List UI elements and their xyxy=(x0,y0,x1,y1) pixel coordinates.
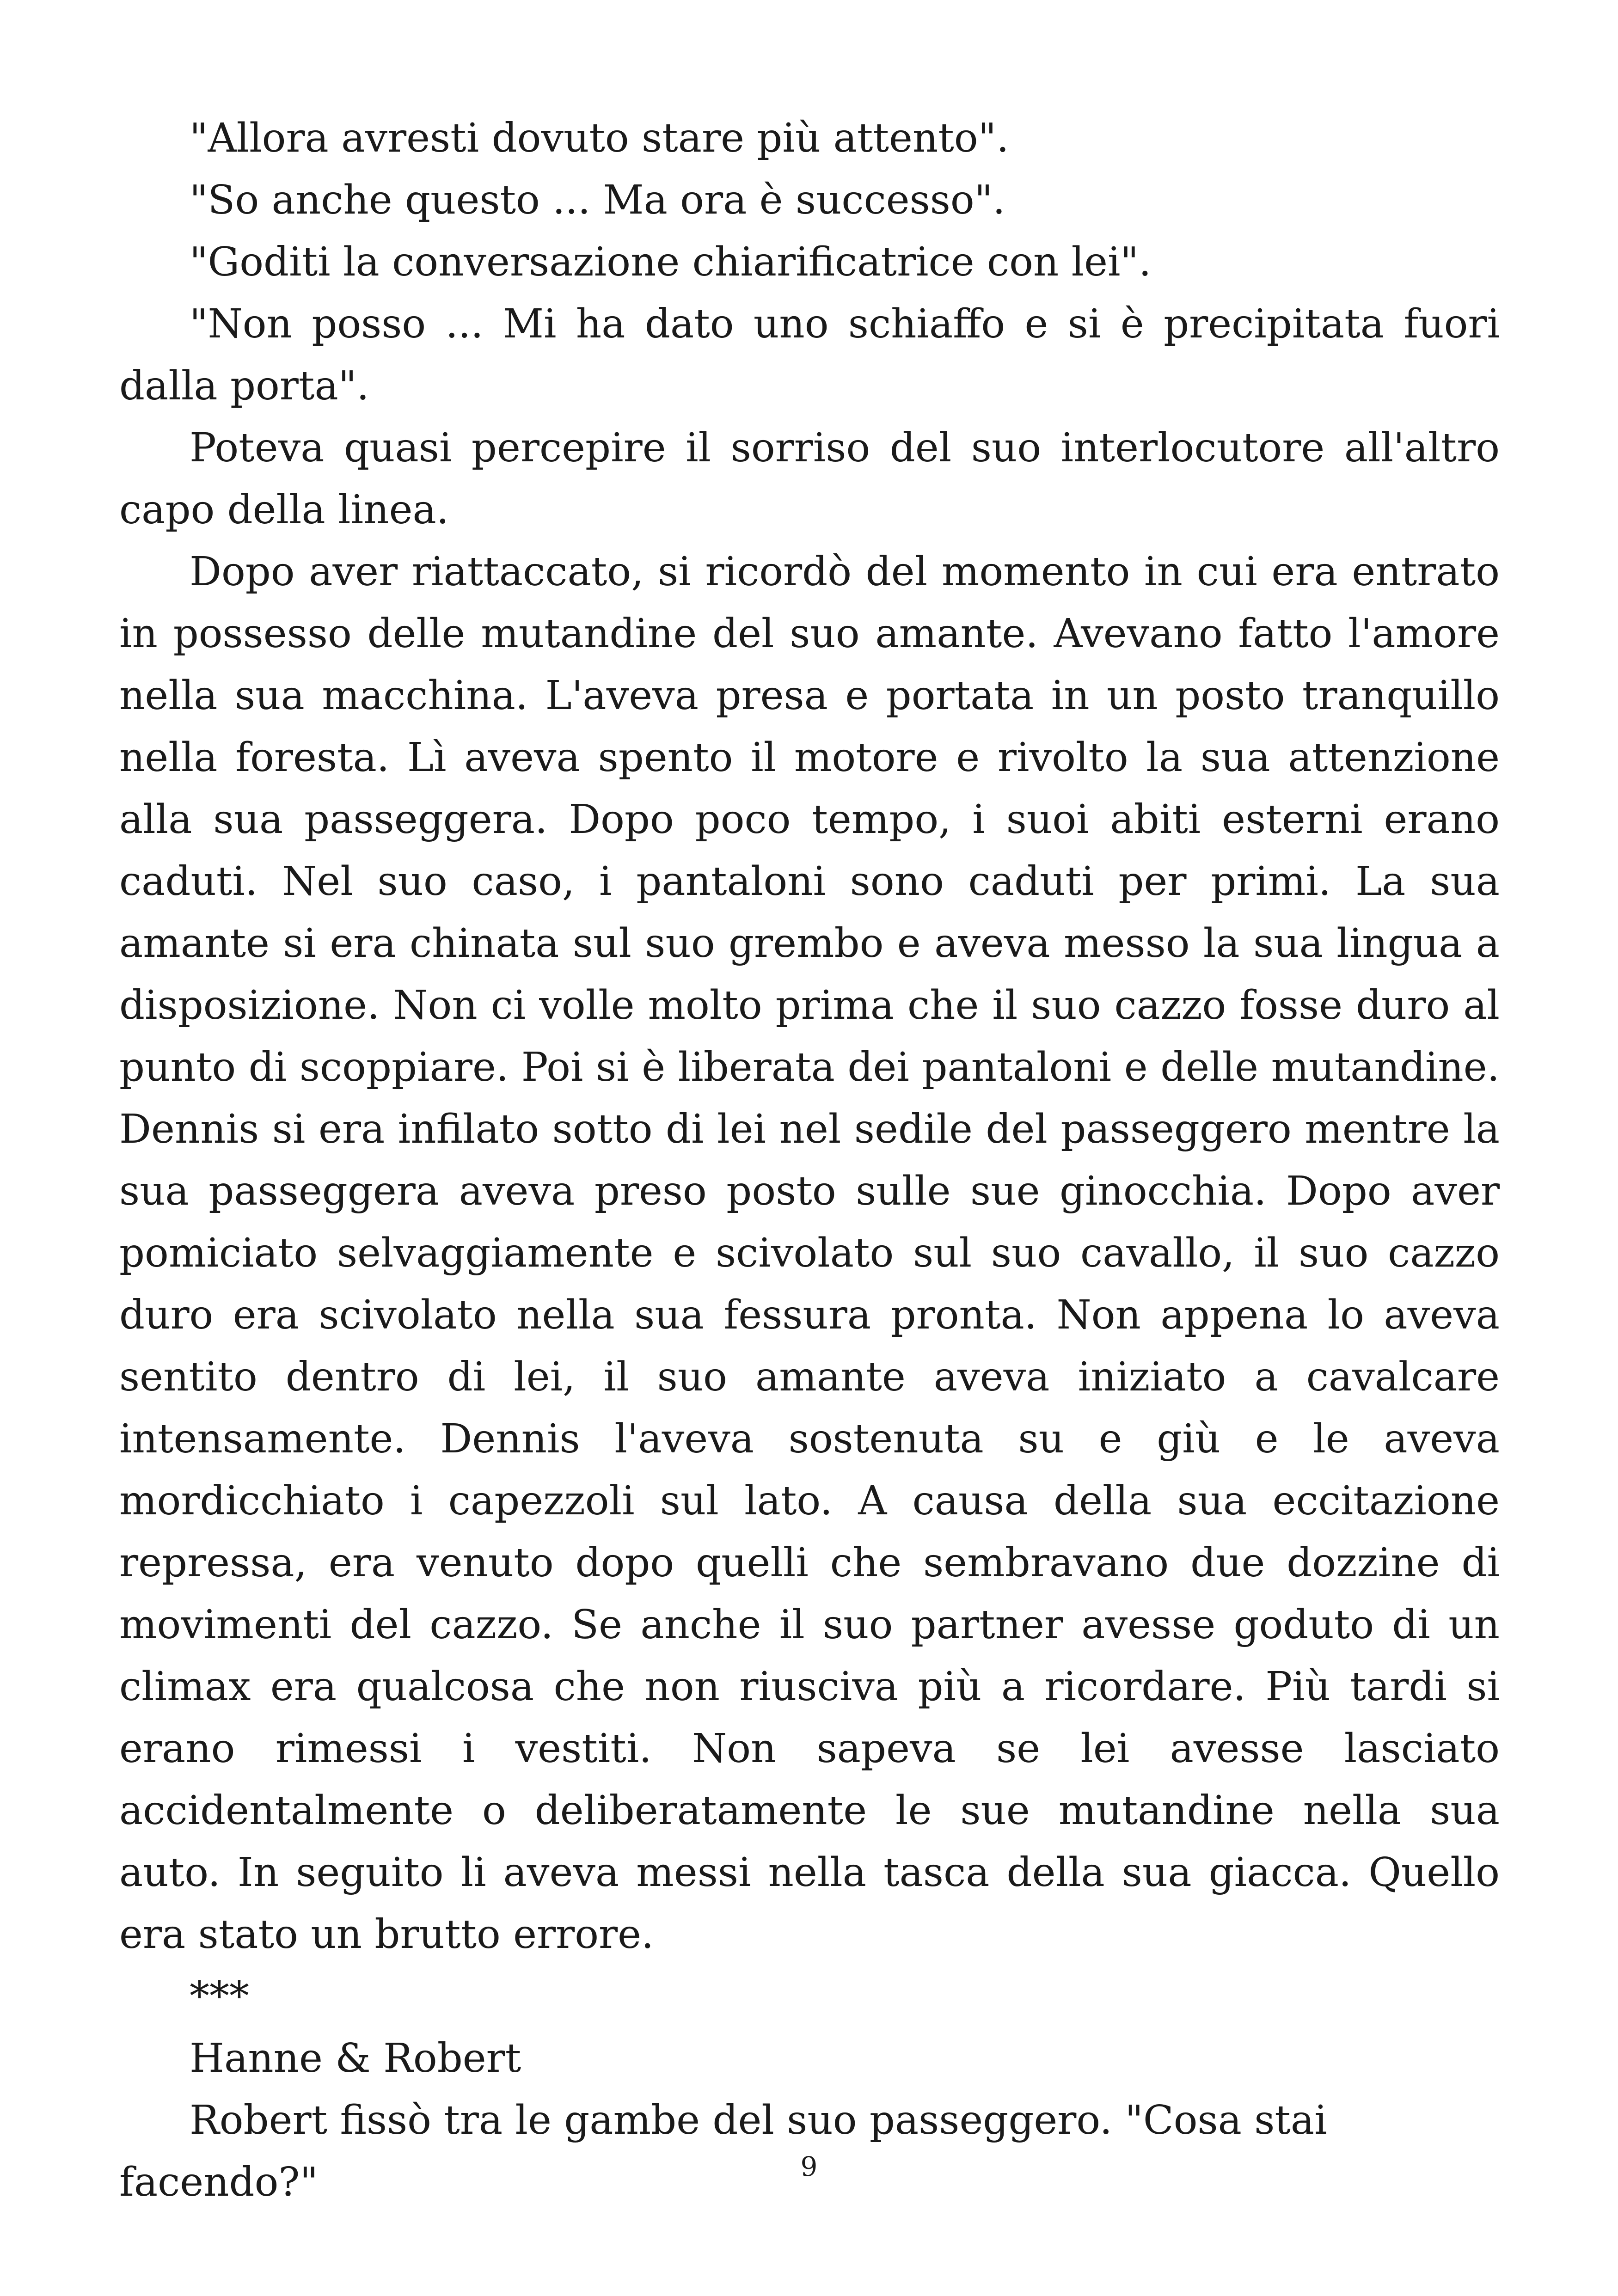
page-number: 9 xyxy=(800,2151,818,2182)
paragraph-narration-2: Dopo aver riattaccato, si ricordò del momento in cui era entrato in possesso delle mutandine del suo amante. Avevano fatto l'amore nella sua macchina. L'aveva presa e portata in un posto tranquillo nella foresta. Lì aveva spento il motore e rivolto la sua attenzione alla sua passeggera. Dopo poco tempo, i suoi abiti esterni erano caduti. Nel suo caso, i pantaloni sono caduti per primi. La sua amante si era chinata sul suo grembo e aveva messo la sua lingua a disposizione. Non ci volle molto prima che il suo cazzo fosse duro al punto di scoppiare. Poi si è liberata dei pantaloni e delle mutandine. Dennis si era infilato sotto di lei nel sedile del passeggero mentre la sua passeggera aveva preso posto sulle sue ginocchia. Dopo aver pomiciato selvaggiamente e scivolato sul suo cavallo, il suo cazzo duro era scivolato nella sua fessura pronta. Non appena lo aveva sentito dentro di lei, il suo amante aveva iniziato a cavalcare intensamente. Dennis l'aveva sostenuta su e giù e le aveva mordicchiato i capezzoli sul lato. A causa della sua eccitazione repressa, era venuto dopo quelli che sembravano due dozzine di movimenti del cazzo. Se anche il suo partner avesse goduto di un climax era qualcosa che non riusciva più a ricordare. Più tardi si erano rimessi i vestiti. Non sapeva se lei avesse lasciato accidentalmente o deliberatamente le sue mutandine nella sua auto. In seguito li aveva messi nella tasca della sua giacca. Quello era stato un brutto errore. xyxy=(119,549,1500,1958)
paragraph-dialogue-2: "So anche questo ... Ma ora è successo". xyxy=(190,177,1005,223)
paragraph-narration-3: Robert fissò tra le gambe del suo passeggero. "Cosa stai facendo?" xyxy=(119,2097,1327,2205)
paragraph-dialogue-3: "Goditi la conversazione chiarificatrice con lei". xyxy=(190,239,1152,285)
page-body-text xyxy=(119,107,1500,2213)
paragraph-dialogue-4: "Non posso ... Mi ha dato uno schiaffo e si è precipitata fuori dalla porta". xyxy=(119,301,1500,409)
paragraph-narration-1: Poteva quasi percepire il sorriso del suo interlocutore all'altro capo della linea. xyxy=(119,425,1500,533)
scene-break: *** xyxy=(190,1973,249,2020)
paragraph-dialogue-1: "Allora avresti dovuto stare più attento". xyxy=(190,115,1009,161)
section-heading: Hanne & Robert xyxy=(190,2035,521,2082)
